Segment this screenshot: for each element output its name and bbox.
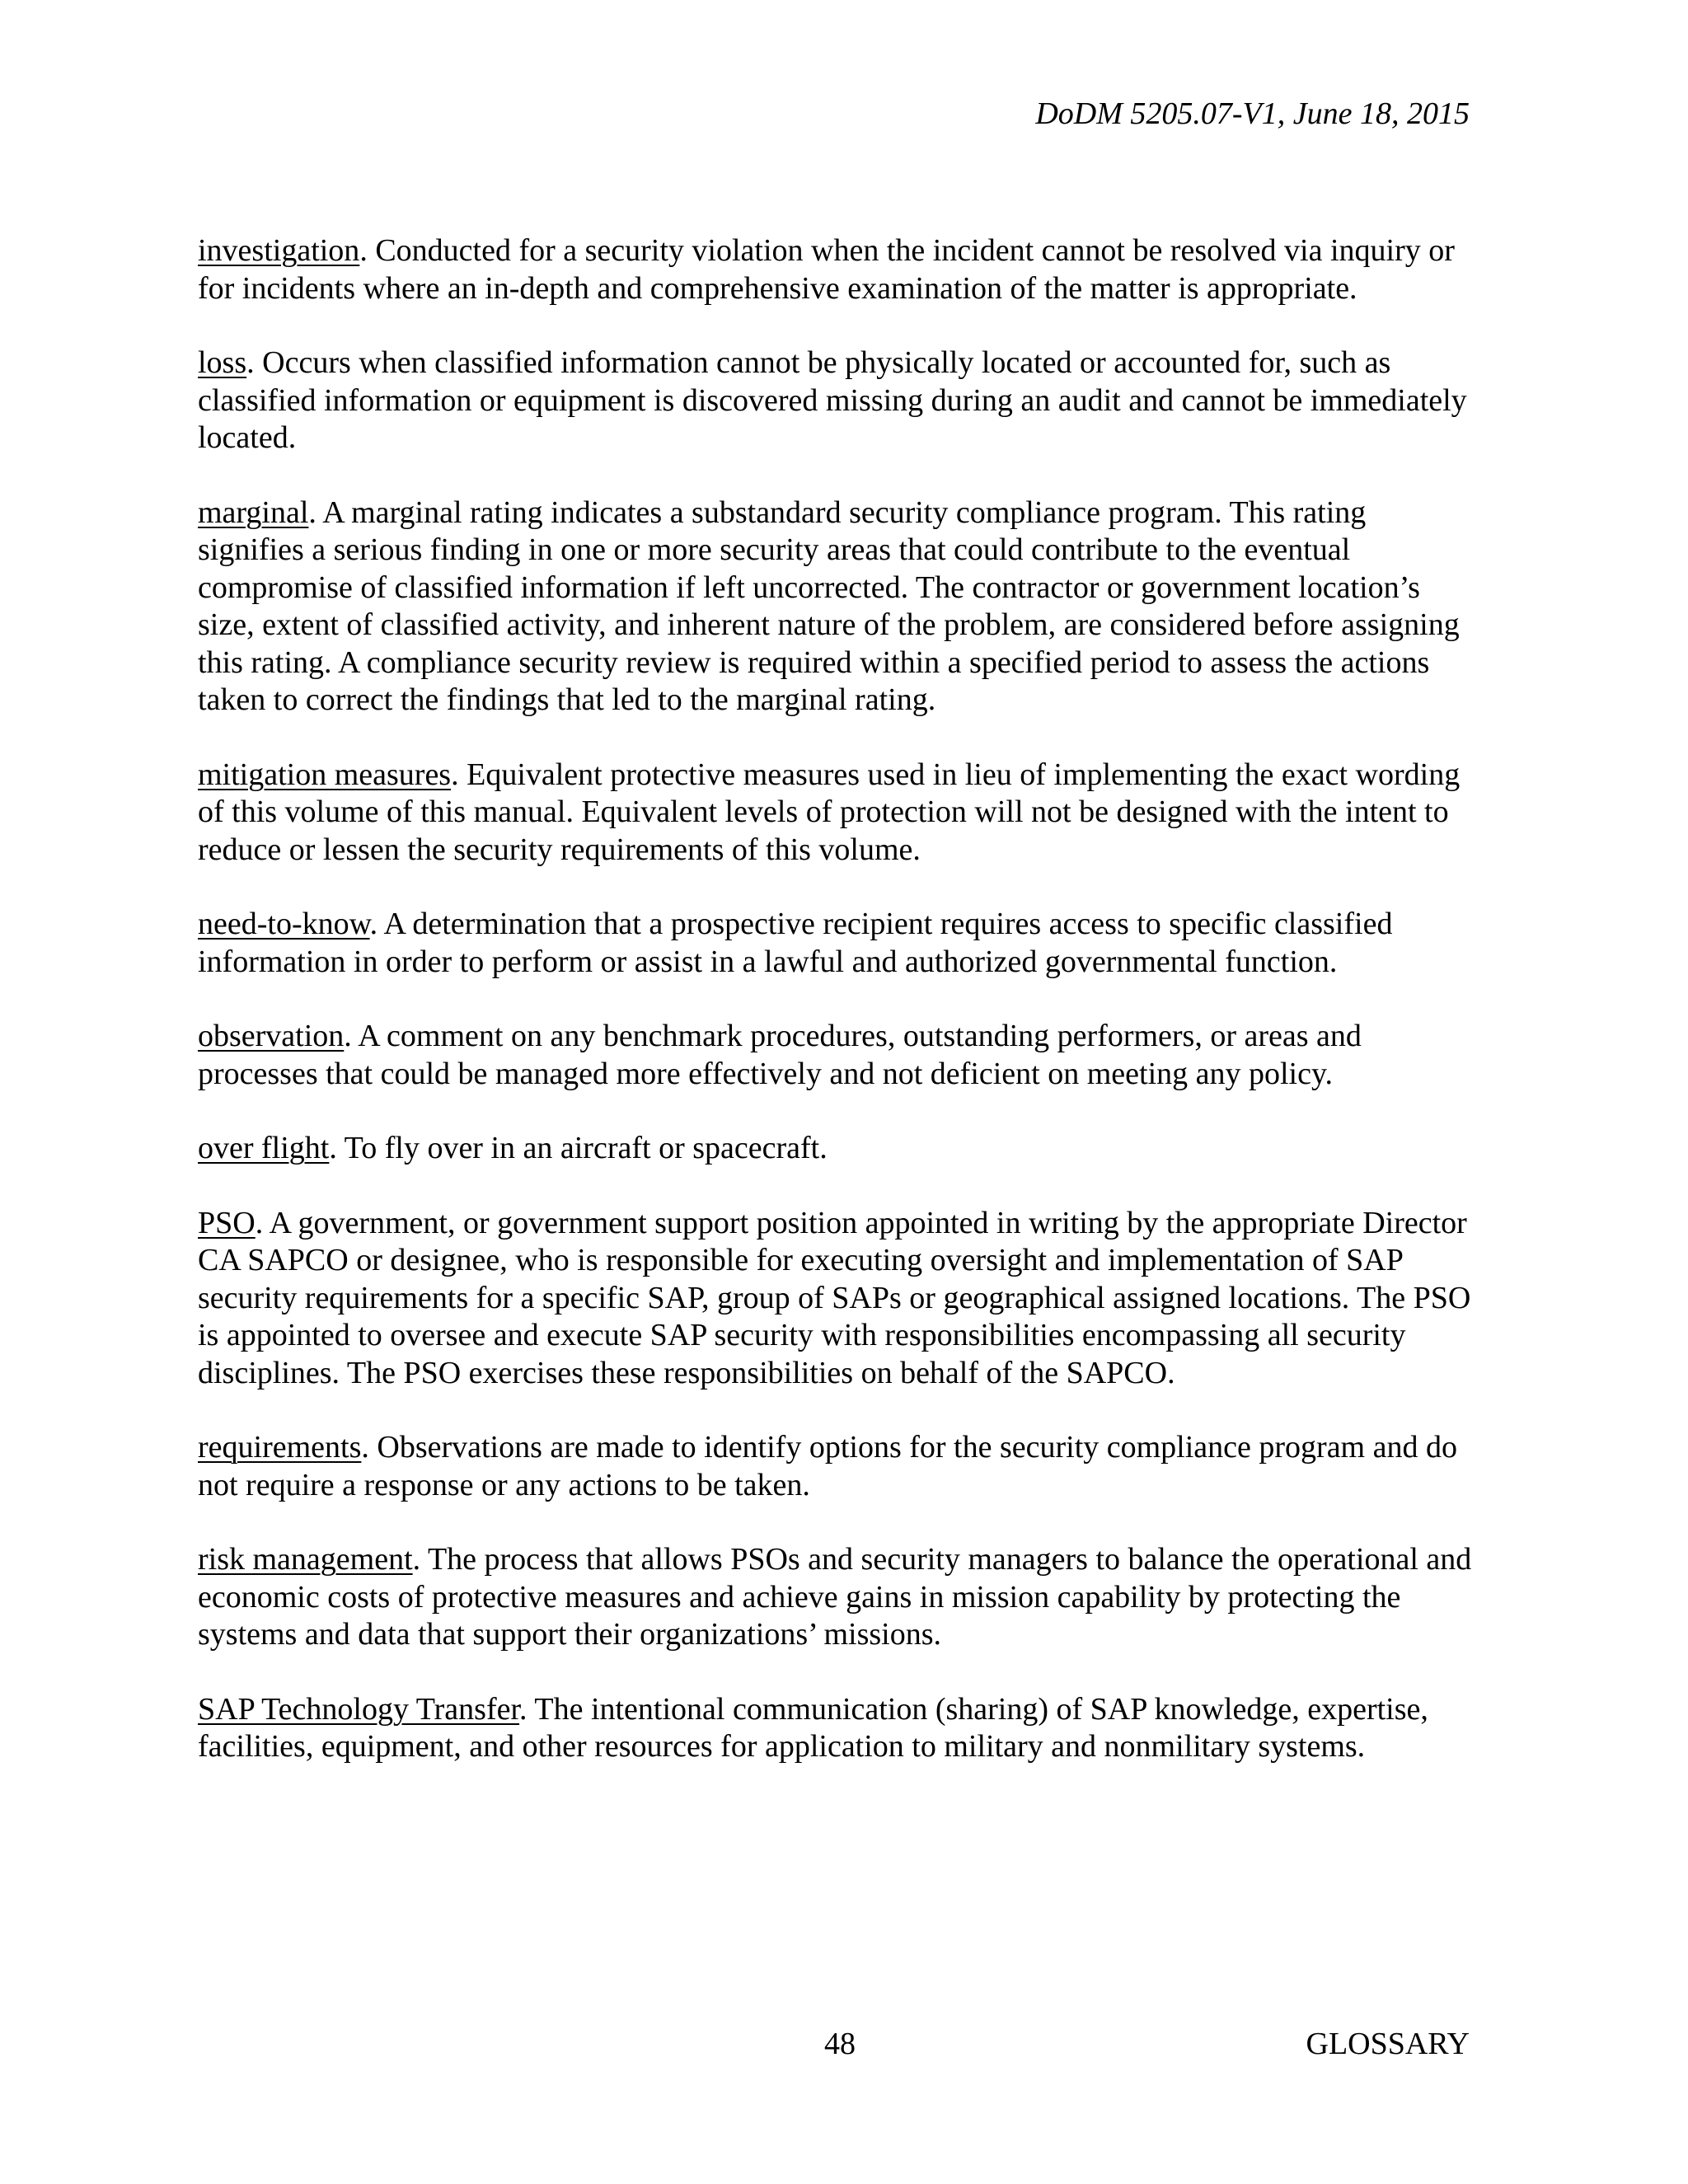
glossary-entry-marginal: [198, 494, 1479, 719]
glossary-entry-need-to-know: [198, 906, 1479, 981]
glossary-definition: . A government, or government support position appointed in writing by the appropriate Director CA SAPCO or designee, who is responsible for executing oversight and implementation of SAP security requirements for a specific SAP, group of SAPs or geographical assigned locations. The PSO is appointed to oversee and execute SAP security with responsibilities encompassing all security disciplines. The PSO exercises these responsibilities on behalf of the SAPCO.: [198, 1205, 1471, 1390]
glossary-term: marginal: [198, 494, 309, 530]
glossary-entry-mitigation-measures: [198, 757, 1479, 869]
glossary-term: investigation: [198, 233, 360, 268]
glossary-entry-sap-technology-transfer: [198, 1691, 1479, 1766]
glossary-term: requirements: [198, 1430, 362, 1465]
glossary-term: need-to-know: [198, 907, 370, 941]
glossary-term: SAP Technology Transfer: [198, 1691, 520, 1727]
glossary-entry-observation: [198, 1018, 1479, 1093]
glossary-term: observation: [198, 1019, 345, 1053]
glossary-definition: . A comment on any benchmark procedures, outstanding performers, or areas and processes that could be managed more effectively and not deficient on meeting any policy.: [198, 1019, 1362, 1091]
glossary-term: mitigation measures: [198, 757, 452, 792]
glossary-definition: . The process that allows PSOs and security managers to balance the operational and economic costs of protective measures and achieve gains in mission capability by protecting the systems and data that support their organizations’ missions.: [198, 1542, 1472, 1652]
glossary-term: over flight: [198, 1131, 330, 1165]
glossary-definition: . Conducted for a security violation when the incident cannot be resolved via inquiry or for incidents where an in-depth and comprehensive examination of the matter is appropriate.: [198, 233, 1455, 306]
page-number: 48: [824, 2027, 856, 2061]
glossary-definition: . Occurs when classified information cannot be physically located or accounted for, such as classified information or equipment is discovered missing during an audit and cannot be immediately located.: [198, 345, 1467, 455]
section-label: GLOSSARY: [1306, 2027, 1470, 2061]
glossary-definition: . A marginal rating indicates a substandard security compliance program. This rating signifies a serious finding in one or more security areas that could contribute to the eventual compromise of classified information if left uncorrected. The contractor or government location’s size, extent of classified activity, and inherent nature of the problem, are considered before assigning this rating. A compliance security review is required within a specified period to assess the actions taken to correct the findings that led to the marginal rating.: [198, 494, 1460, 717]
glossary-definition: . The intentional communication (sharing) of SAP knowledge, expertise, facilities, equipment, and other resources for application to military and nonmilitary systems.: [198, 1691, 1428, 1764]
glossary-content: [198, 232, 1479, 1803]
glossary-term: PSO: [198, 1205, 256, 1240]
glossary-entry-over-flight: [198, 1130, 1479, 1168]
document-header: DoDM 5205.07-V1, June 18, 2015: [1035, 96, 1470, 131]
glossary-entry-loss: [198, 344, 1479, 457]
glossary-entry-risk-management: [198, 1541, 1479, 1654]
glossary-entry-investigation: [198, 232, 1479, 307]
glossary-definition: . A determination that a prospective recipient requires access to specific classified information in order to perform or assist in a lawful and authorized governmental function.: [198, 907, 1393, 979]
glossary-entry-requirements: [198, 1429, 1479, 1504]
glossary-term: loss: [198, 345, 247, 380]
glossary-entry-pso: [198, 1205, 1479, 1393]
glossary-definition: . Equivalent protective measures used in lieu of implementing the exact wording of this volume of this manual. Equivalent levels of protection will not be designed with the intent to reduce or lessen the security requirements of this volume.: [198, 757, 1461, 867]
glossary-term: risk management: [198, 1542, 413, 1577]
glossary-definition: . To fly over in an aircraft or spacecraft.: [329, 1131, 828, 1165]
glossary-definition: . Observations are made to identify options for the security compliance program and do not require a response or any actions to be taken.: [198, 1430, 1457, 1502]
